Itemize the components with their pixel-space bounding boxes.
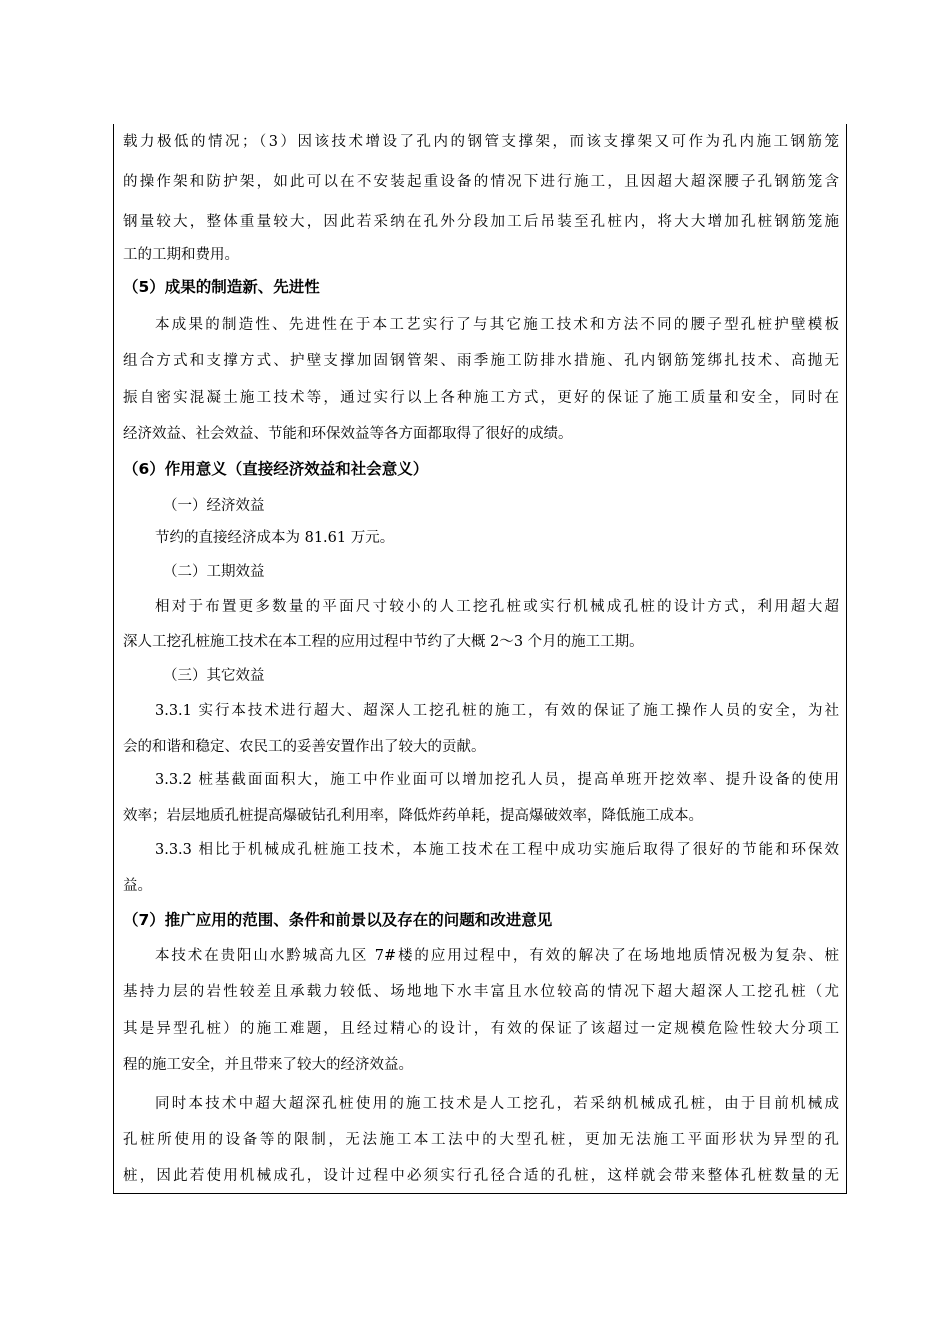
text-line: 振自密实混凝土施工技术等，通过实行以上各种施工方式，更好的保证了施工质量和安全，同时在: [123, 390, 839, 406]
text-line: 的操作架和防护架，如此可以在不安装起重设备的情况下进行施工，且因超大超深腰子孔钢筋笼含: [123, 174, 839, 190]
text-line: 3.3.1 实行本技术进行超大、超深人工挖孔桩的施工，有效的保证了施工操作人员的安全，为社: [155, 703, 839, 719]
text-line: 载力极低的情况；（3）因该技术增设了孔内的钢管支撑架，而该支撑架又可作为孔内施工钢筋笼: [123, 134, 839, 150]
subsection-heading: （一）经济效益: [163, 498, 265, 514]
subsection-heading: （二）工期效益: [163, 564, 265, 580]
text-line: 经济效益、社会效益、节能和环保效益等各方面都取得了很好的成绩。: [123, 426, 573, 442]
text-line: 本技术在贵阳山水黔城高九区 7#楼的应用过程中，有效的解决了在场地地质情况极为复杂、桩: [155, 948, 839, 964]
section-heading-7: （7）推广应用的范围、条件和前景以及存在的问题和改进意见: [123, 911, 553, 929]
subsection-heading: （三）其它效益: [163, 668, 265, 684]
text-line: 节约的直接经济成本为 81.61 万元。: [155, 530, 395, 546]
text-line: 深人工挖孔桩施工技术在本工程的应用过程中节约了大概 2～3 个月的施工工期。: [123, 634, 644, 650]
text-line: 会的和谐和稳定、农民工的妥善安置作出了较大的贡献。: [123, 739, 486, 755]
section-heading-6: （6）作用意义（直接经济效益和社会意义）: [123, 460, 429, 478]
text-line: 效率；岩层地质孔桩提高爆破钻孔利用率，降低炸药单耗，提高爆破效率，降低施工成本。: [123, 808, 703, 824]
text-line: 其是异型孔桩）的施工难题，且经过精心的设计，有效的保证了该超过一定规模危险性较大分项工: [123, 1021, 839, 1037]
text-line: 3.3.2 桩基截面面积大，施工中作业面可以增加挖孔人员，提高单班开挖效率、提升设备的使用: [155, 772, 839, 788]
text-line: 桩，因此若使用机械成孔，设计过程中必须实行孔径合适的孔桩，这样就会带来整体孔桩数量的无: [123, 1168, 839, 1184]
text-line: 孔桩所使用的设备等的限制，无法施工本工法中的大型孔桩，更加无法施工平面形状为异型的孔: [123, 1132, 839, 1148]
text-line: 基持力层的岩性较差且承载力较低、场地地下水丰富且水位较高的情况下超大超深人工挖孔桩（尤: [123, 984, 839, 1000]
text-line: 同时本技术中超大超深孔桩使用的施工技术是人工挖孔，若采纳机械成孔桩，由于目前机械成: [155, 1096, 839, 1112]
text-line: 钢量较大，整体重量较大，因此若采纳在孔外分段加工后吊装至孔桩内，将大大增加孔桩钢筋笼施: [123, 214, 839, 230]
text-line: 益。: [123, 878, 152, 894]
text-line: 相对于布置更多数量的平面尺寸较小的人工挖孔桩或实行机械成孔桩的设计方式，利用超大超: [155, 599, 839, 615]
section-heading-5: （5）成果的制造新、先进性: [123, 278, 320, 296]
text-line: 本成果的制造性、先进性在于本工艺实行了与其它施工技术和方法不同的腰子型孔桩护壁模板: [155, 317, 839, 333]
text-line: 3.3.3 相比于机械成孔桩施工技术，本施工技术在工程中成功实施后取得了很好的节能和环保效: [155, 842, 839, 858]
text-line: 组合方式和支撑方式、护壁支撑加固钢管架、雨季施工防排水措施、孔内钢筋笼绑扎技术、高抛无: [123, 353, 839, 369]
text-line: 工的工期和费用。: [123, 247, 239, 263]
text-line: 程的施工安全，并且带来了较大的经济效益。: [123, 1057, 413, 1073]
